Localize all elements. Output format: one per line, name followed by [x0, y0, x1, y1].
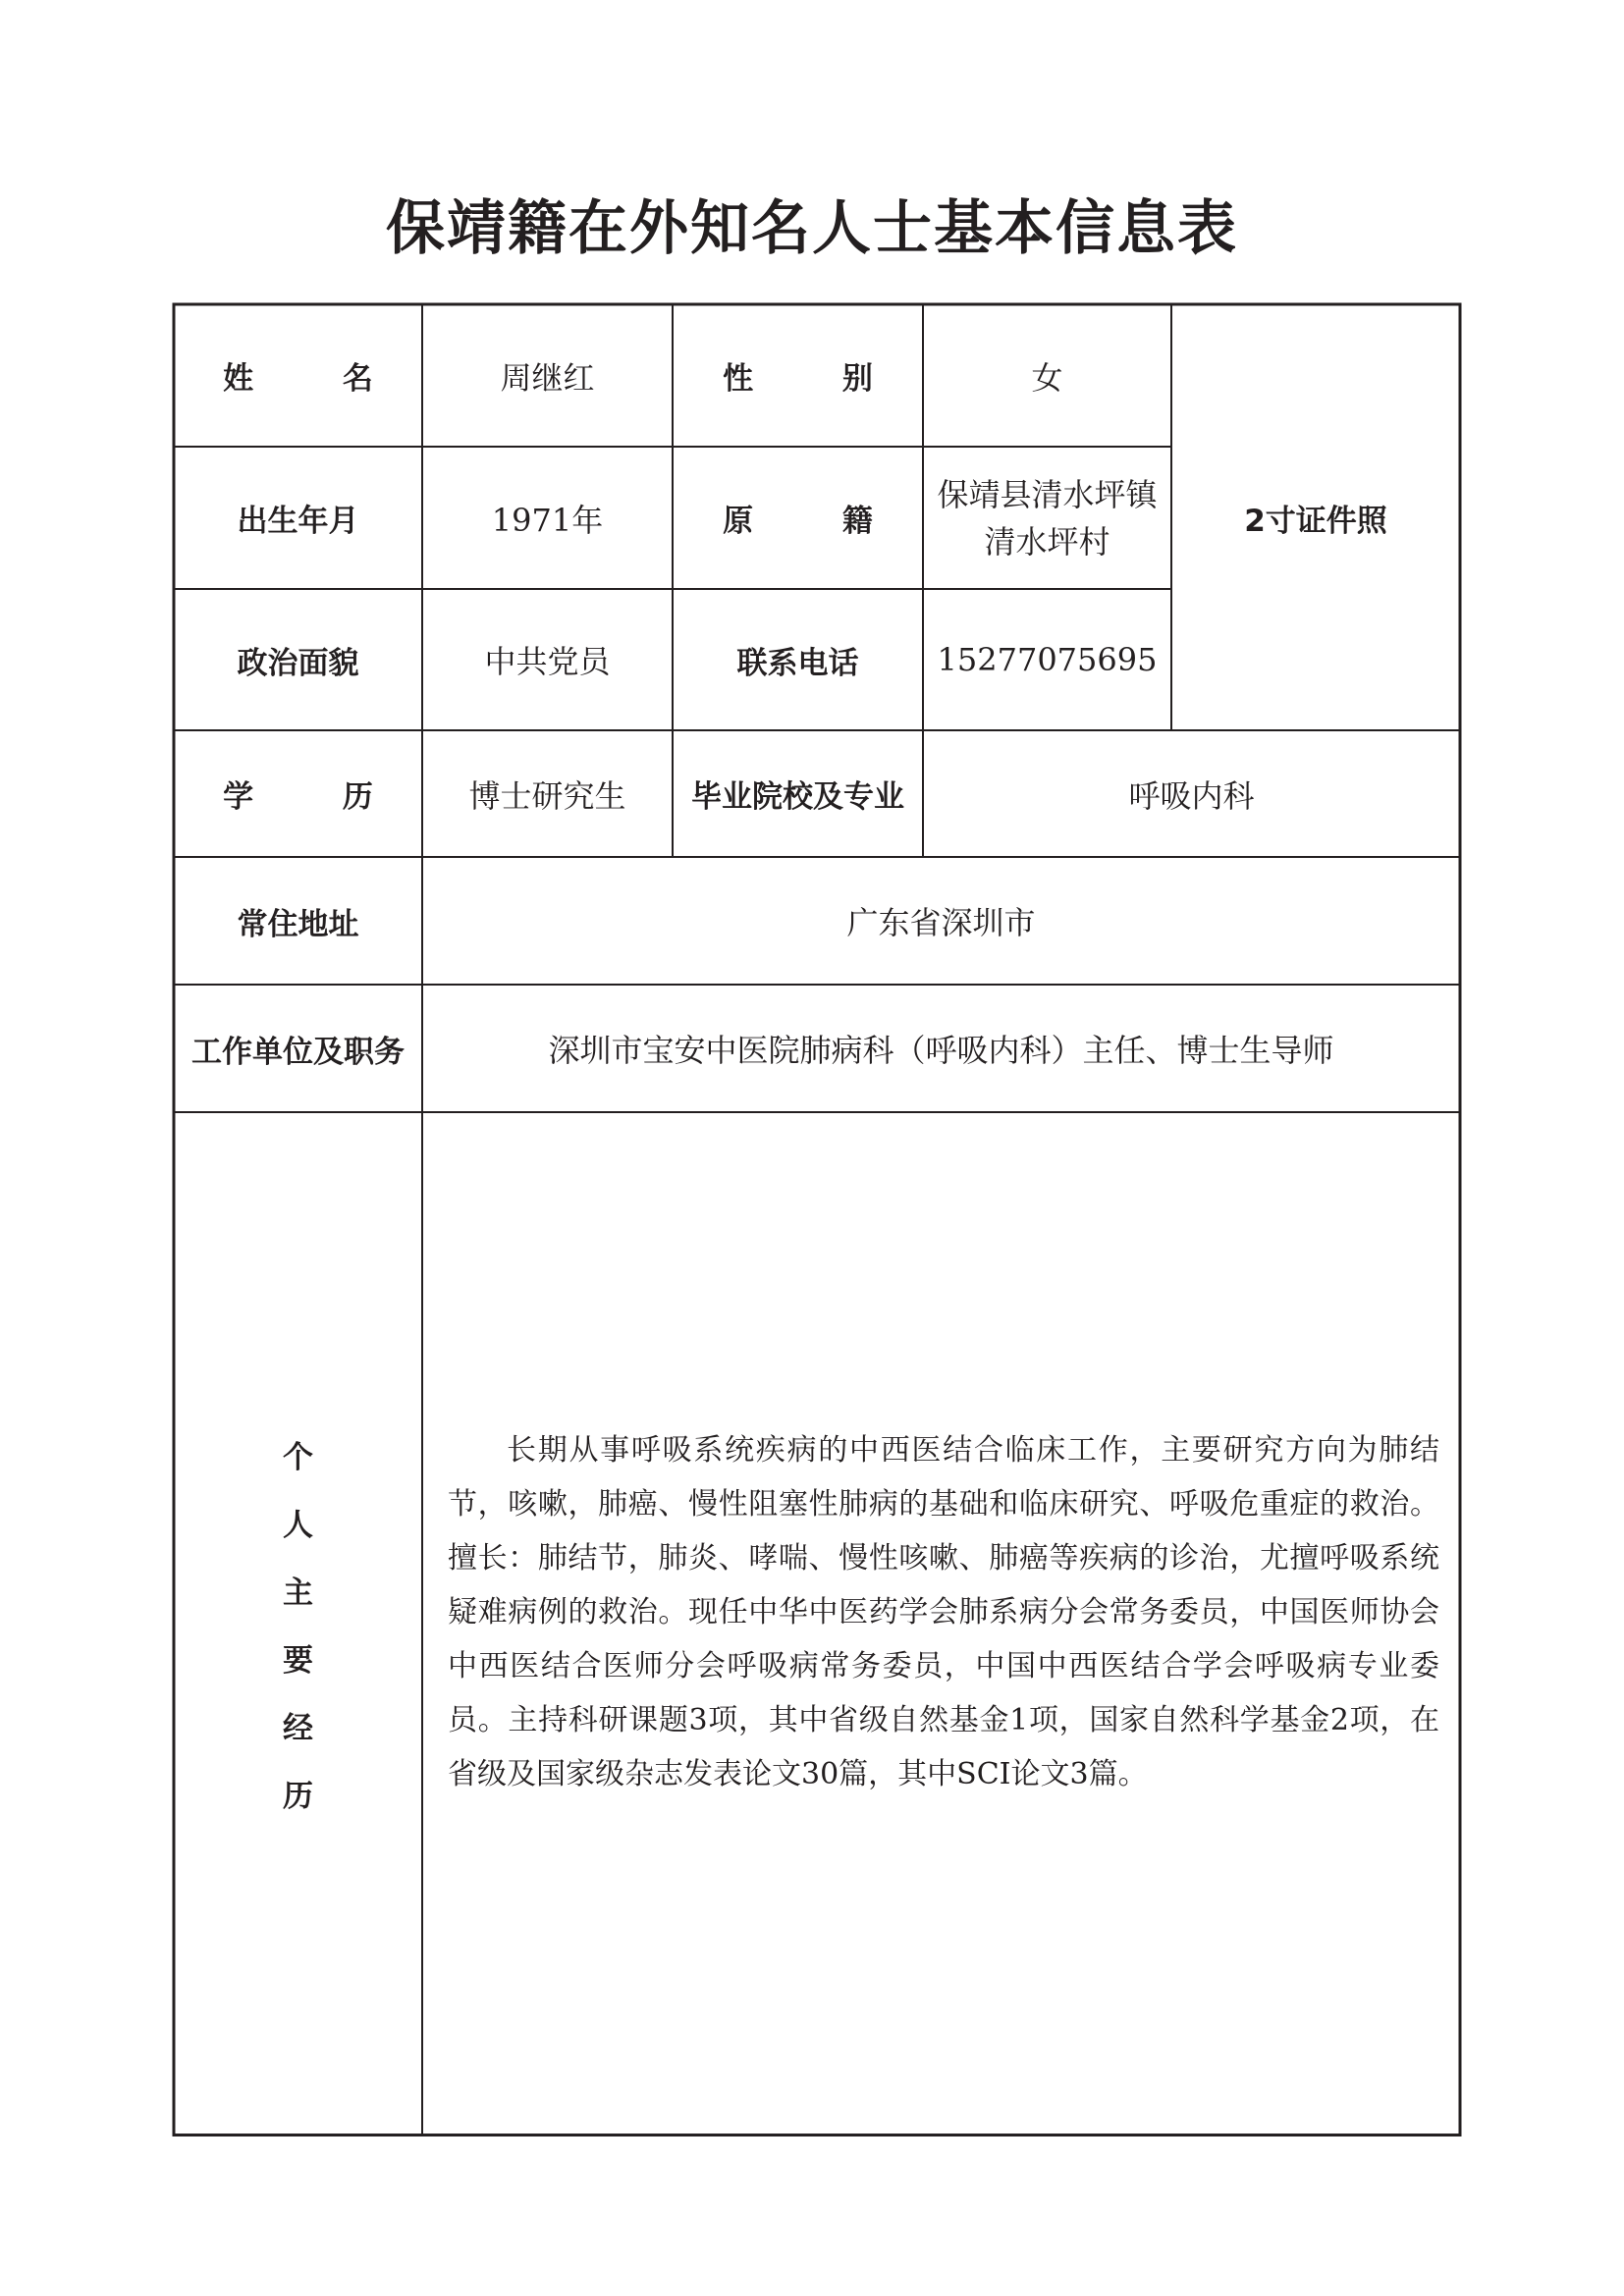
birth-label: 出生年月 — [237, 504, 359, 539]
education-value: 博士研究生 — [468, 776, 626, 815]
education-label: 学 历 — [223, 779, 412, 815]
phone-label: 联系电话 — [736, 645, 859, 681]
gender-label: 性 别 — [723, 361, 912, 397]
work-value: 深圳市宝安中医院肺病科（呼吸内科）主任、博士生导师 — [548, 1032, 1334, 1069]
birth-value: 1971年 — [491, 501, 604, 539]
address-label: 常住地址 — [237, 906, 359, 942]
experience-label — [174, 1112, 422, 2135]
experience-label-char: 要 — [283, 1643, 313, 1679]
school-value: 呼吸内科 — [1128, 776, 1255, 815]
phone-value: 15277075695 — [937, 641, 1158, 678]
origin-label: 原 籍 — [723, 504, 912, 539]
name-label: 姓 名 — [223, 361, 412, 397]
name-value: 周继红 — [500, 358, 595, 397]
experience-label-char: 主 — [283, 1575, 313, 1611]
origin-value-line1: 保靖县清水坪镇 — [937, 475, 1158, 513]
origin-value-line2: 清水坪村 — [984, 522, 1110, 561]
photo-placeholder: 2寸证件照 — [1244, 503, 1387, 539]
experience-label-char: 人 — [283, 1508, 313, 1543]
work-label: 工作单位及职务 — [191, 1034, 405, 1070]
origin-value — [923, 447, 1171, 589]
experience-label-char: 经 — [283, 1711, 313, 1746]
experience-label-char: 个 — [283, 1440, 313, 1475]
experience-text: 长期从事呼吸系统疾病的中西医结合临床工作，主要研究方向为肺结节，咳嗽，肺癌、慢性阻塞性肺病的基础和临床研究、呼吸危重症的救治。擅长：肺结节，肺炎、哮喘、慢性咳嗽、肺癌等疾病的诊治，尤擅呼吸系统疑难病例的救治。现任中华中医药学会肺系病分会常务委员，中国医师协会中西医结合医师分会呼吸病常务委员，中国中西医结合学会呼吸病专业委员。主持科研课题3项，其中省级自然基金1项，国家自然科学基金2项，在省级及国家级杂志发表论文30篇，其中SCI论文3篇。 — [448, 1433, 1439, 1791]
address-value: 广东省深圳市 — [846, 904, 1036, 941]
experience-label-char: 历 — [283, 1779, 313, 1814]
page-title: 保靖籍在外知名人士基本信息表 — [386, 194, 1238, 263]
politics-value: 中共党员 — [484, 643, 611, 680]
politics-label: 政治面貌 — [237, 645, 359, 681]
school-label: 毕业院校及专业 — [691, 779, 904, 815]
gender-value: 女 — [1031, 358, 1063, 397]
